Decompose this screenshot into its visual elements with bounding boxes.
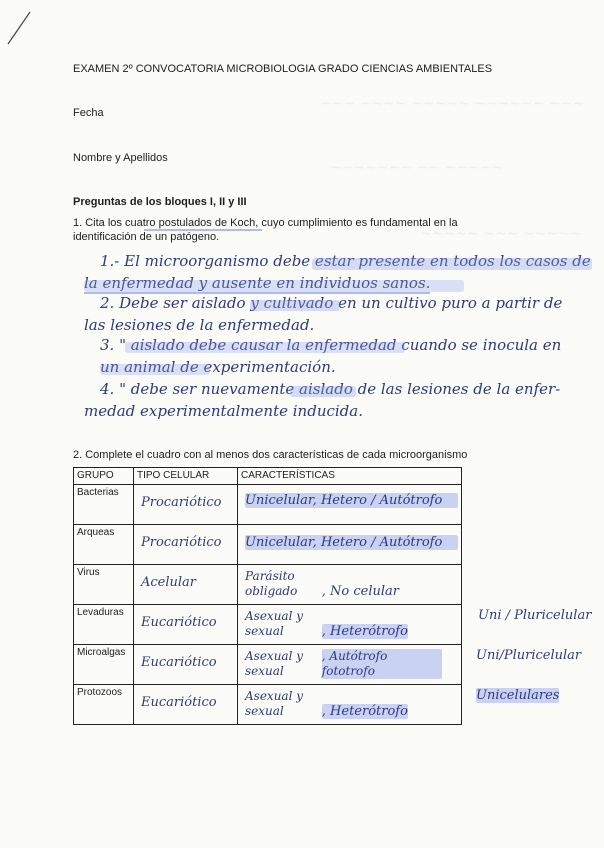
caracteristicas-cell: Parásito obligado bbox=[245, 569, 298, 598]
table-header-row bbox=[74, 468, 462, 485]
bleed-through: ~~~ ~~~~ ~~~~~ ~~~~~~ ~~~ bbox=[320, 96, 585, 112]
grupo-cell: Virus bbox=[74, 565, 134, 605]
table-row bbox=[74, 645, 462, 685]
fecha-label: Fecha bbox=[73, 107, 104, 119]
q1-answer-line: 4. " debe ser nuevamente aislado de las lesiones de la enfer- bbox=[100, 380, 561, 398]
side-note: Unicelulares bbox=[476, 688, 560, 703]
highlight-mark bbox=[100, 364, 210, 375]
table-row bbox=[74, 485, 462, 525]
q1-answer-line: 2. Debe ser aislado y cultivado en un cultivo puro a partir de bbox=[100, 294, 563, 312]
section-heading: Preguntas de los bloques I, II y III bbox=[73, 196, 247, 208]
highlight-mark bbox=[290, 386, 356, 397]
grupo-cell: Arqueas bbox=[74, 525, 134, 565]
grupo-cell: Protozoos bbox=[74, 685, 134, 725]
grupo-cell: Microalgas bbox=[74, 645, 134, 685]
header-caracteristicas: CARACTERÍSTICAS bbox=[238, 468, 462, 485]
caracteristicas-cell: Asexual y sexual bbox=[245, 649, 304, 678]
table-row bbox=[74, 565, 462, 605]
tipo-cell: Procariótico bbox=[141, 495, 222, 510]
q1-answer-line: la enfermedad y ausente en individuos sanos. bbox=[84, 274, 431, 292]
caracteristicas-cell-extra: , Autótrofo fototrofo bbox=[322, 649, 442, 679]
q1-text-line2: identificación de un patógeno. bbox=[73, 231, 220, 243]
header-tipo: TIPO CELULAR bbox=[134, 468, 238, 485]
caracteristicas-cell-extra: , Heterótrofo bbox=[321, 704, 408, 719]
q1-text-line1: 1. Cita los cuatro postulados de Koch, cuyo cumplimiento es fundamental en la bbox=[73, 217, 458, 229]
q1-answer-line: 1.- El microorganismo debe estar presente en todos los casos de bbox=[100, 252, 591, 270]
tipo-cell: Acelular bbox=[141, 575, 197, 590]
q2-text: 2. Complete el cuadro con al menos dos características de cada microorganismo bbox=[73, 449, 468, 461]
exam-title: EXAMEN 2º CONVOCATORIA MICROBIOLOGIA GRADO CIENCIAS AMBIENTALES bbox=[73, 63, 493, 75]
microorganism-table bbox=[73, 467, 462, 725]
highlight-mark bbox=[125, 342, 405, 353]
nombre-label: Nombre y Apellidos bbox=[73, 152, 168, 164]
highlight-mark bbox=[84, 280, 464, 292]
tipo-cell: Procariótico bbox=[141, 535, 222, 550]
grupo-cell: Bacterias bbox=[74, 485, 134, 525]
caracteristicas-cell-extra: , Heterótrofo bbox=[321, 624, 408, 639]
pen-stroke-mark bbox=[6, 8, 36, 48]
caracteristicas-cell: Unicelular, Hetero / Autótrofo bbox=[245, 493, 458, 508]
koch-underline bbox=[144, 229, 262, 231]
caracteristicas-cell-extra: , No celular bbox=[321, 584, 400, 599]
side-note: Uni/Pluricelular bbox=[476, 648, 582, 663]
caracteristicas-cell: Asexual y sexual bbox=[245, 689, 304, 718]
side-note: Uni / Pluricelular bbox=[478, 608, 592, 623]
q1-answer-line: las lesiones de la enfermedad. bbox=[84, 316, 315, 334]
tipo-cell: Eucariótico bbox=[141, 615, 217, 630]
highlight-mark bbox=[250, 300, 340, 311]
table-row bbox=[74, 685, 462, 725]
table-row bbox=[74, 605, 462, 645]
header-grupo: GRUPO bbox=[74, 468, 134, 485]
tipo-cell: Eucariótico bbox=[141, 695, 217, 710]
highlight-mark bbox=[312, 258, 592, 270]
q1-answer-line: un animal de experimentación. bbox=[100, 358, 336, 376]
bleed-through: ~~~~~~~ ~~ ~~~~~ bbox=[330, 160, 504, 176]
tipo-cell: Eucariótico bbox=[141, 655, 217, 670]
table-row bbox=[74, 525, 462, 565]
caracteristicas-cell: Asexual y sexual bbox=[245, 609, 304, 638]
q1-answer-line: medad experimentalmente inducida. bbox=[84, 402, 363, 420]
grupo-cell: Levaduras bbox=[74, 605, 134, 645]
caracteristicas-cell: Unicelular, Hetero / Autótrofo bbox=[245, 535, 458, 550]
q1-answer-line: 3. " aislado debe causar la enfermedad cuando se inocula en bbox=[100, 336, 562, 354]
bleed-through: ~~~~~ ~~~ ~~~~~ bbox=[420, 226, 582, 242]
